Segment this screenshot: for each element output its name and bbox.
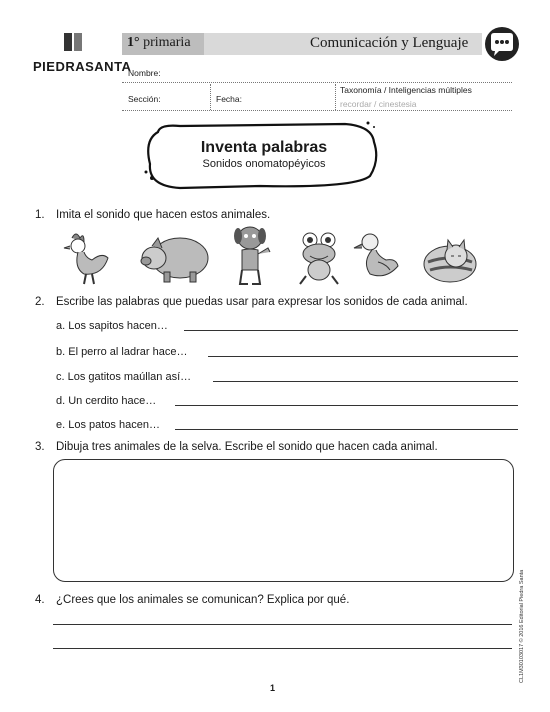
answer-line[interactable] [53,624,512,625]
name-label: Nombre: [128,68,161,78]
taxonomy-value: recordar / cinestesia [340,99,417,109]
question-number: 4. [35,594,45,606]
question-2-text: Escribe las palabras que puedas usar para expresar los sonidos de cada animal. [56,296,468,308]
answer-line[interactable] [213,381,518,382]
rooster-icon [62,228,112,286]
name-field[interactable] [122,82,512,83]
section-label: Sección: [128,94,161,104]
answer-line[interactable] [184,330,518,331]
book-logo-icon [62,31,84,53]
copyright-text: CL1M30103017 © 2016 Editorial Piedra Santa [519,569,525,683]
section-field[interactable] [122,110,512,111]
divider [210,84,211,110]
answer-line[interactable] [53,648,512,649]
item-label: e. Los patos hacen… [56,419,160,431]
grade-label: 1° primaria [127,35,191,50]
item-label: a. Los sapitos hacen… [56,320,168,332]
item-label: c. Los gatitos maúllan así… [56,371,192,383]
item-label: d. Un cerdito hace… [56,395,157,407]
answer-line[interactable] [208,356,518,357]
cat-icon [420,228,478,286]
question-3-text: Dibuja tres animales de la selva. Escribe el sonido que hacen cada animal. [56,441,438,453]
answer-line[interactable] [175,405,518,406]
dog-icon [228,224,278,288]
worksheet-subtitle: Sonidos onomatopéyicos [202,158,326,170]
question-number: 3. [35,441,45,453]
question-number: 2. [35,296,45,308]
pig-icon [138,228,212,286]
question-1-text: Imita el sonido que hacen estos animales. [56,209,271,221]
question-4-text: ¿Crees que los animales se comunican? Explica por qué. [56,594,350,606]
subject-label: Comunicación y Lenguaje [310,35,469,51]
item-label: b. El perro al ladrar hace… [56,346,188,358]
frog-icon [294,228,344,286]
taxonomy-label: Taxonomía / Inteligencias múltiples [340,85,472,95]
drawing-area[interactable] [53,459,514,582]
publisher-logo: PIEDRASANTA [33,59,132,74]
divider [335,84,336,110]
duck-icon [352,228,402,286]
chat-bubble-icon [485,27,519,61]
worksheet-title: Inventa palabras [200,139,328,156]
date-label: Fecha: [216,94,242,104]
question-number: 1. [35,209,45,221]
answer-line[interactable] [175,429,518,430]
page-number: 1 [270,683,276,693]
